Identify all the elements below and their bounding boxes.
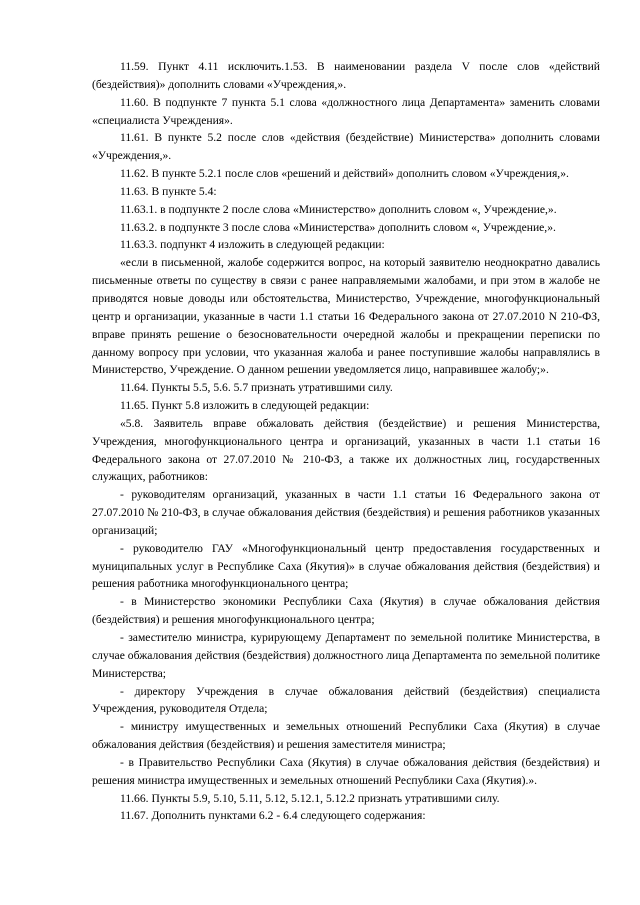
quoted-subpoint-4: «если в письменной, жалобе содержится вопрос, на который заявителю неоднократно давались письменные ответы по существу в связи с ранее направляемыми жалобами, и при этом в жалобе не приводятся новые доводы или обстоятельства, Министерство, Учреждение, многофункциональный центр и организации, указанные в части 1.1 статьи 16 Федерального закона от 27.07.2010 N 210-ФЗ, вправе принять решение о безосновательности очередной жалобы и прекращении переписки по данному вопросу при условии, что указанная жалоба и ранее поступившие жалобы направлялись в Министерство, Учреждение. О данном решении уведомляется лицо, направившее жалобу;». [92,256,600,377]
paragraph-11-63: 11.63. В пункте 5.4: [120,184,217,198]
list-item-institution-director: - директору Учреждения в случае обжалования действий (бездействия) специалиста Учреждения, руководителя Отдела; [92,684,600,716]
document-page [92,58,600,825]
paragraph-11-63-2: 11.63.2. в подпункте 3 после слова «Министерства» дополнить словом «, Учреждение,». [120,220,556,234]
paragraph-11-66: 11.66. Пункты 5.9, 5.10, 5.11, 5.12, 5.12.1, 5.12.2 признать утратившими силу. [120,791,500,805]
quoted-point-5-8: «5.8. Заявитель вправе обжаловать действия (бездействие) и решения Министерства, Учреждения, многофункционального центра и организаций, указанных в части 1.1 статьи 16 Федерального закона от 27.07.2010 № 210-ФЗ, а также их должностных лиц, государственных служащих, работников: [92,416,600,484]
paragraph-11-65: 11.65. Пункт 5.8 изложить в следующей редакции: [120,399,370,413]
paragraph-11-63-1: 11.63.1. в подпункте 2 после слова «Министерство» дополнить словом «, Учреждение,». [120,202,557,216]
paragraph-11-61: 11.61. В пункте 5.2 после слов «действия (бездействие) Министерства» дополнить словами «Учреждения,». [92,131,600,163]
list-item-mfc-head: - руководителю ГАУ «Многофункциональный центр предоставления государственных и муниципальных услуг в Республике Саха (Якутия)» в случае обжалования действия (бездействия) и решения работника многофункционального центра; [92,541,600,591]
list-item-organizations-heads: - руководителям организаций, указанных в части 1.1 статьи 16 Федерального закона от 27.07.2010 № 210-ФЗ, в случае обжалования действия (бездействия) и решения работников указанных организаций; [92,488,600,537]
paragraph-11-60: 11.60. В подпункте 7 пункта 5.1 слова «должностного лица Департамента» заменить словами «специалиста Учреждения». [92,95,600,127]
paragraph-11-62: 11.62. В пункте 5.2.1 после слов «решений и действий» дополнить словом «Учреждения,». [120,167,569,181]
paragraph-11-64: 11.64. Пункты 5.5, 5.6. 5.7 признать утратившими силу. [120,381,393,395]
paragraph-11-67: 11.67. Дополнить пунктами 6.2 - 6.4 следующего содержания: [120,809,426,823]
list-item-economy-ministry: - в Министерство экономики Республики Саха (Якутия) в случае обжалования действия (бездействия) и решения многофункционального центра; [92,595,600,627]
paragraph-11-59: 11.59. Пункт 4.11 исключить.1.53. В наименовании раздела V после слов «действий (бездействия)» дополнить словами «Учреждения,». [92,60,600,91]
list-item-deputy-minister: - заместителю министра, курирующему Департамент по земельной политике Министерства, в случае обжалования действия (бездействия) должностного лица Департамента по земельной политике Министерства; [92,631,600,680]
list-item-government: - в Правительство Республики Саха (Якутия) в случае обжалования действия (бездействия) и решения министра имущественных и земельных отношений Республики Саха (Якутия).». [92,755,600,787]
list-item-minister: - министру имущественных и земельных отношений Республики Саха (Якутия) в случае обжалования действия (бездействия) и решения заместителя министра; [92,720,600,752]
paragraph-11-63-3: 11.63.3. подпункт 4 изложить в следующей редакции: [120,238,385,252]
